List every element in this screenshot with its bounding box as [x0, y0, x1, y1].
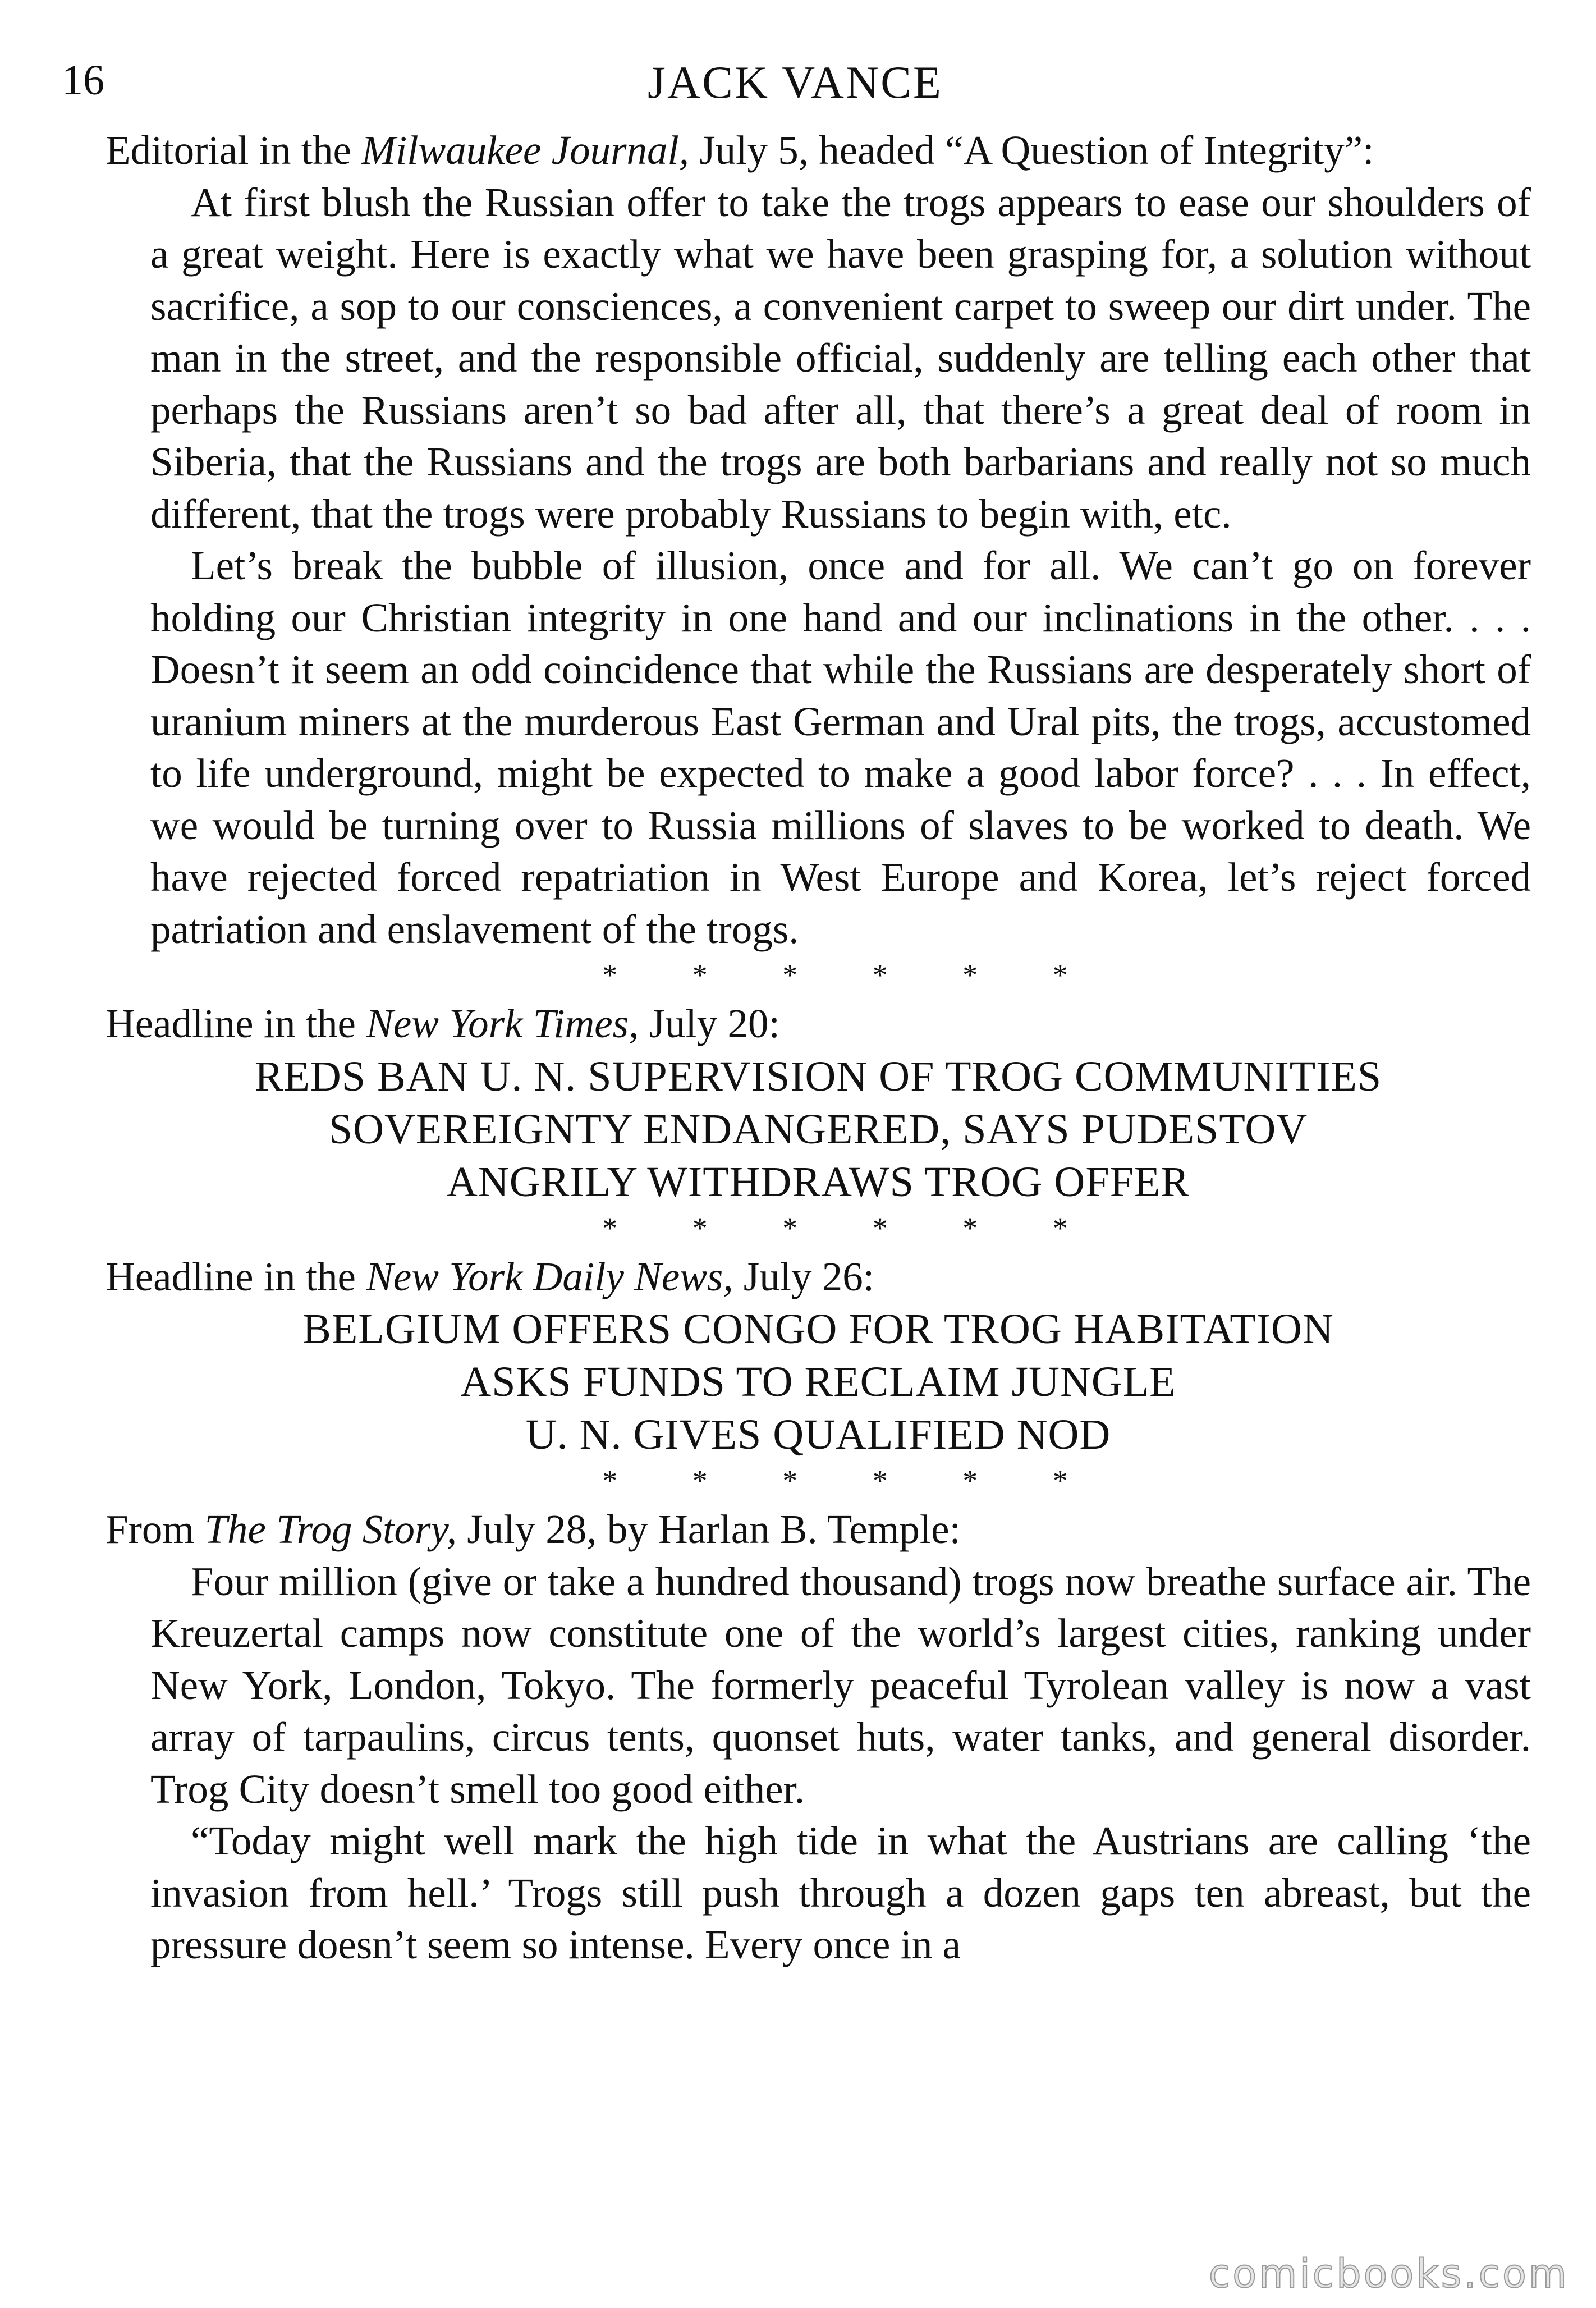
headline-line: REDS BAN U. N. SUPERVISION OF TROG COMMUNITIES [254, 1052, 1382, 1100]
trog-story-intro-suffix: July 28, by Harlan B. Temple: [457, 1506, 961, 1552]
daily-news-intro-prefix: Headline in the [106, 1253, 366, 1299]
nyt-intro-prefix: Headline in the [106, 1001, 366, 1046]
daily-news-intro-suffix: July 26: [733, 1253, 875, 1299]
trog-story-source: The Trog Story, [204, 1506, 457, 1552]
section-separator: * * * * * * [602, 1211, 1102, 1245]
trog-story-paragraph: Four million (give or take a hundred thousand) trogs now breathe surface air. The Kreuzertal camps now constitute one of the world’s largest cities, ranking under New York, London, Tokyo. The formerly peaceful Tyrolean valley is now a vast array of tarpaulins, circus tents, quonset huts, water tanks, and general disorder. Trog City doesn’t smell too good either. [150, 1558, 1531, 1812]
nyt-intro-suffix: July 20: [639, 1001, 780, 1046]
section-separator: * * * * * * [602, 1464, 1102, 1498]
headline-line: U. N. GIVES QUALIFIED NOD [525, 1411, 1111, 1458]
editorial-intro [106, 125, 1531, 177]
watermark: comicbooks.com [1208, 2251, 1569, 2297]
page-body [106, 125, 1531, 1971]
daily-news-intro [106, 1251, 1531, 1303]
page-number: 16 [62, 57, 104, 104]
running-head: JACK VANCE [648, 57, 943, 108]
editorial-quote [150, 177, 1531, 956]
trog-story-intro [106, 1504, 1531, 1556]
headline-line: BELGIUM OFFERS CONGO FOR TROG HABITATION [302, 1306, 1334, 1353]
headline-line: ANGRILY WITHDRAWS TROG OFFER [447, 1158, 1190, 1206]
nyt-source: New York Times, [366, 1001, 639, 1046]
trog-story-quote [150, 1556, 1531, 1971]
editorial-paragraph: At first blush the Russian offer to take the trogs appears to ease our shoulders of a great weight. Here is exactly what we have been grasping for, a solution without sacrifice, a sop to our consciences, a convenient carpet to sweep our dirt under. The man in the street, and the responsible official, suddenly are telling each other that perhaps the Russians aren’t so bad after all, that there’s a great deal of room in Siberia, that the Russians and the trogs are both barbarians and really not so much different, that the trogs were probably Russians to begin with, etc. [150, 179, 1531, 537]
headline-line: ASKS FUNDS TO RECLAIM JUNGLE [460, 1358, 1176, 1405]
trog-story-intro-prefix: From [106, 1506, 205, 1552]
daily-news-source: New York Daily News, [366, 1253, 733, 1299]
section-separator: * * * * * * [602, 958, 1102, 992]
trog-story-paragraph: “Today might well mark the high tide in what the Austrians are calling ‘the invasion from hell.’ Trogs still push through a dozen gaps ten abreast, but the pressure doesn’t seem so intense. Every once in a [150, 1818, 1531, 1967]
editorial-intro-suffix: July 5, headed “A Question of Integrity”: [689, 127, 1374, 173]
page-header [62, 56, 1529, 118]
editorial-source: Milwaukee Journal, [361, 127, 690, 173]
headline-line: SOVEREIGNTY ENDANGERED, SAYS PUDESTOV [328, 1105, 1308, 1153]
editorial-intro-prefix: Editorial in the [106, 127, 362, 173]
nyt-intro [106, 998, 1531, 1050]
editorial-paragraph: Let’s break the bubble of illusion, once and for all. We can’t go on forever holding our Christian integrity in one hand and our inclinations in the other. . . . Doesn’t it seem an odd coincidence that while the Russians are desperately short of uranium miners at the murderous East German and Ural pits, the trogs, accustomed to life underground, might be expected to make a good labor force? . . . In effect, we would be turning over to Russia millions of slaves to be worked to death. We have rejected forced repatriation in West Europe and Korea, let’s reject forced patriation and enslavement of the trogs. [150, 543, 1531, 952]
